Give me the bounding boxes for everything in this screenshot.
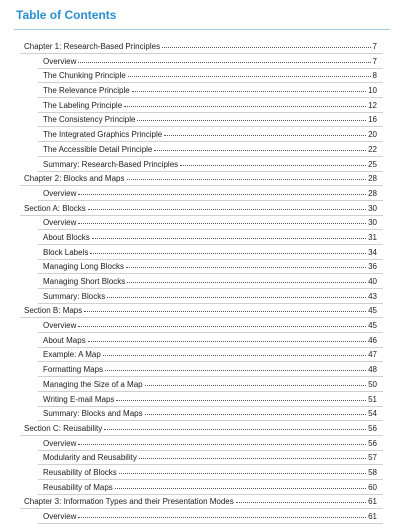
toc-entry-row [24,497,377,507]
dot-leader [115,488,366,489]
toc-entry-page-number: 61 [368,497,377,507]
toc-entry-row [43,160,377,170]
toc-entry-label: Managing Long Blocks [43,262,124,272]
toc-entry-page-number: 34 [368,247,377,257]
dot-leader [105,370,366,371]
toc-subentry[interactable] [0,290,400,305]
toc-entry-page-number: 45 [368,306,377,316]
toc-entry-row [24,204,377,214]
dot-leader [127,179,367,180]
dot-leader [84,311,366,312]
dot-leader [78,194,366,195]
dot-leader [128,76,371,77]
toc-entry-page-number: 50 [368,379,377,389]
toc-entry-row [43,336,377,346]
toc-entry-label: Writing E-mail Maps [43,394,115,404]
toc-entry-page-number: 57 [368,453,377,463]
toc-entry-label: Overview [43,438,77,448]
toc-entry-page-number: 10 [368,86,377,96]
toc-entry-page-number: 16 [368,115,377,125]
toc-subentry[interactable] [0,260,400,275]
toc-subentry[interactable] [0,334,400,349]
toc-entry-page-number: 45 [368,321,377,331]
toc-entry-label: Summary: Research-Based Principles [43,159,179,169]
toc-entry-page-number: 51 [368,394,377,404]
toc-subentry[interactable] [0,99,400,114]
toc-entry-row [43,145,377,155]
toc-entry-label: Block Labels [43,247,89,257]
dot-leader [78,444,366,445]
toc-entry-label: The Labeling Principle [43,100,123,110]
toc-entry-row [43,130,377,140]
toc-subentry[interactable] [0,378,400,393]
toc-heading-entry[interactable] [0,304,400,319]
row-divider [38,523,383,524]
toc-heading-entry[interactable] [0,495,400,510]
toc-entry-label: Managing Short Blocks [43,277,126,286]
toc-subentry[interactable] [0,363,400,378]
toc-entry-label: Formatting Maps [43,365,104,375]
dot-leader [90,253,366,254]
toc-entry-page-number: 58 [368,467,377,477]
toc-entry-page-number: 28 [368,174,377,184]
toc-entry-label: The Accessible Detail Principle [43,144,153,154]
toc-entry-label: Reusability of Maps [43,482,113,492]
toc-title: Table of Contents [16,8,117,22]
dot-leader [103,355,366,356]
toc-entry-label: Chapter 1: Research-Based Principles [24,42,161,51]
toc-entry-page-number: 48 [368,365,377,375]
toc-entry-page-number: 60 [368,482,377,492]
toc-entry-row [43,101,377,111]
toc-entry-row [24,42,377,52]
toc-entry-label: Summary: Blocks and Maps [43,409,143,419]
toc-entry-page-number: 31 [368,232,377,242]
dot-leader [180,165,366,166]
toc-entry-page-number: 30 [368,218,377,228]
toc-entry-page-number: 36 [368,262,377,272]
dot-leader [164,135,366,136]
toc-entry-page-number: 12 [368,100,377,110]
toc-entry-label: Chapter 3: Information Types and their Presentation Modes [24,497,234,507]
dot-leader [139,458,366,459]
toc-entry-label: Example: A Map [43,350,101,360]
toc-entry-page-number: 56 [368,438,377,448]
toc-subentry[interactable] [0,246,400,261]
toc-entry-row [43,453,377,463]
dot-leader [137,120,366,121]
title-divider [14,29,390,30]
toc-entry-row [43,277,377,287]
toc-entry-row [43,218,377,228]
dot-leader [92,238,366,239]
toc-subentry[interactable] [0,451,400,466]
toc-entry-label: The Relevance Principle [43,86,130,96]
dot-leader [88,341,366,342]
toc-subentry[interactable] [0,319,400,334]
toc-entry-page-number: 22 [368,144,377,154]
toc-entry-label: Chapter 2: Blocks and Maps [24,174,125,184]
dot-leader [104,429,366,430]
dot-leader [145,414,367,415]
toc-entry-page-number: 25 [368,159,377,169]
toc-entry-row [43,189,377,199]
toc-entry-page-number: 47 [368,350,377,360]
toc-heading-entry[interactable] [0,422,400,437]
toc-entry-page-number: 8 [372,71,377,81]
toc-entry-row [43,57,377,67]
toc-subentry[interactable] [0,69,400,84]
toc-entry-row [43,395,377,405]
dot-leader [236,502,366,503]
toc-entry-label: Overview [43,512,77,521]
dot-leader [162,47,370,48]
toc-entry-row [24,174,377,184]
dot-leader [127,282,366,283]
toc-subentry[interactable] [0,113,400,128]
toc-subentry[interactable] [0,437,400,452]
toc-entry-page-number: 30 [368,203,377,213]
toc-entry-row [43,71,377,81]
toc-entry-label: About Blocks [43,232,90,242]
dot-leader [78,326,366,327]
toc-heading-entry[interactable] [0,172,400,187]
toc-entry-row [43,380,377,390]
toc-entry-row [24,424,377,434]
toc-entry-page-number: 20 [368,130,377,140]
toc-subentry[interactable] [0,143,400,158]
toc-subentry[interactable] [0,407,400,422]
toc-subentry[interactable] [0,84,400,99]
toc-subentry[interactable] [0,187,400,202]
dot-leader [78,517,366,518]
toc-heading-entry[interactable] [0,202,400,217]
dot-leader [119,473,366,474]
toc-entry-label: Section B: Maps [24,306,83,316]
toc-entry-row [24,306,377,316]
dot-leader [132,91,366,92]
toc-entry-label: Overview [43,321,77,331]
toc-entry-row [43,321,377,331]
toc-entry-row [43,365,377,375]
toc-subentry[interactable] [0,275,400,290]
toc-heading-entry[interactable] [0,40,400,55]
dot-leader [116,400,366,401]
toc-entry-label: Section C: Reusability [24,423,103,433]
toc-subentry[interactable] [0,231,400,246]
toc-entry-page-number: 46 [368,335,377,345]
dot-leader [124,106,366,107]
toc-entry-label: Overview [43,218,77,228]
toc-entry-row [43,512,377,522]
dot-leader [154,150,366,151]
toc-entry-page-number: 56 [368,423,377,433]
toc-subentry[interactable] [0,466,400,481]
toc-entry-label: The Consistency Principle [43,115,136,125]
toc-entry-label: The Chunking Principle [43,71,126,81]
toc-subentry[interactable] [0,481,400,496]
toc-entry-page-number: 40 [368,277,377,286]
toc-list [0,40,400,525]
toc-entry-page-number: 61 [368,512,377,521]
dot-leader [145,385,366,386]
toc-entry-label: Overview [43,188,77,198]
toc-entry-label: About Maps [43,335,86,345]
toc-subentry[interactable] [0,55,400,70]
toc-entry-row [43,409,377,419]
toc-entry-label: Overview [43,56,77,66]
toc-entry-row [43,292,377,302]
toc-entry-row [43,248,377,258]
toc-entry-label: Section A: Blocks [24,203,86,213]
toc-subentry[interactable] [0,128,400,143]
toc-entry-row [43,350,377,360]
toc-entry-row [43,262,377,272]
toc-entry-page-number: 28 [368,188,377,198]
toc-entry-row [43,233,377,243]
toc-entry-label: Summary: Blocks [43,291,106,301]
dot-leader [107,297,366,298]
toc-entry-page-number: 7 [372,42,377,51]
toc-entry-page-number: 43 [368,291,377,301]
toc-entry-row [43,115,377,125]
toc-entry-label: Managing the Size of a Map [43,379,143,389]
toc-entry-row [43,439,377,449]
dot-leader [126,267,366,268]
dot-leader [78,62,370,63]
toc-entry-row [43,86,377,96]
toc-entry-label: Modularity and Reusability [43,453,137,463]
toc-subentry[interactable] [0,393,400,408]
dot-leader [88,209,366,210]
toc-subentry[interactable] [0,158,400,173]
toc-entry-page-number: 54 [368,409,377,419]
toc-entry-row [43,468,377,478]
toc-subentry[interactable] [0,348,400,363]
toc-entry-label: The Integrated Graphics Principle [43,130,163,140]
toc-entry-row [43,483,377,493]
toc-subentry[interactable] [0,216,400,231]
toc-entry-page-number: 7 [372,56,377,66]
toc-entry-label: Reusability of Blocks [43,467,117,477]
dot-leader [78,223,366,224]
toc-subentry[interactable] [0,510,400,525]
